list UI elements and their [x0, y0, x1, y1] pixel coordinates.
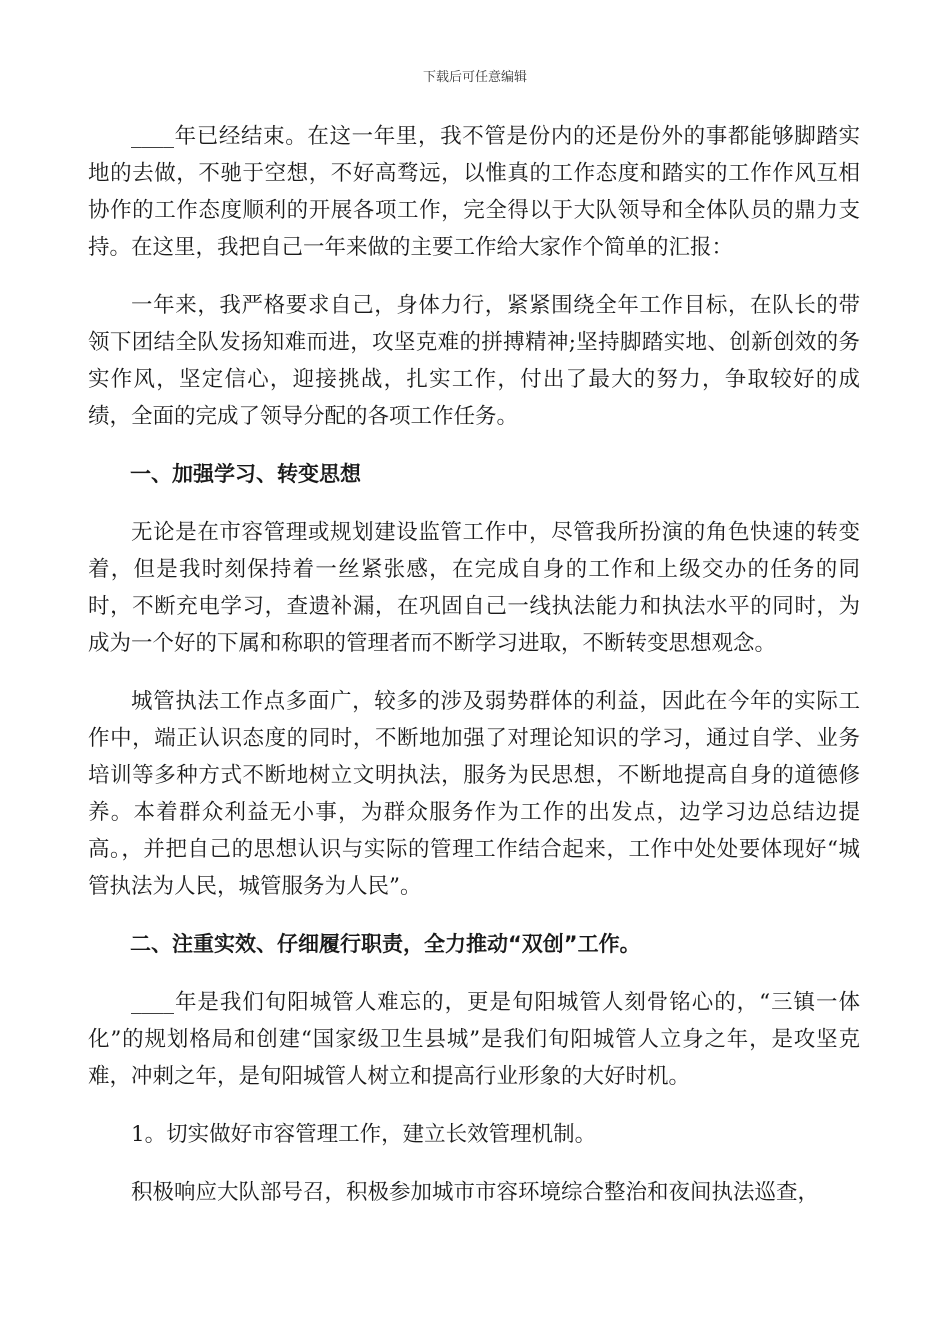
paragraph-response: 积极响应大队部号召，积极参加城市市容环境综合整治和夜间执法巡查， [131, 1180, 820, 1205]
paragraph-summary: 一年来，我严格要求自己，身体力行，紧紧围绕全年工作目标，在队长的带领下团结全队发扬知难而进，攻坚克难的拼搏精神;坚持脚踏实地、创新创效的务实作风，坚定信心，迎接挑战，扎实工作，付出了最大的努力，争取较好的成绩，全面的完成了领导分配的各项工作任务。 [88, 293, 860, 429]
paragraph-intro: ____年已经结束。在这一年里，我不管是份内的还是份外的事都能够脚踏实地的去做，不驰于空想，不好高骛远，以惟真的工作态度和踏实的工作作风互相协作的工作态度顺利的开展各项工作，完全得以于大队领导和全体队员的鼎力支持。在这里，我把自己一年来做的主要工作给大家作个简单的汇报： [88, 124, 860, 260]
document-body [88, 118, 860, 1232]
section-heading-1: 一、加强学习、转变思想 [130, 462, 361, 486]
paragraph-study: 无论是在市容管理或规划建设监管工作中，尽管我所扮演的角色快速的转变着，但是我时刻保持着一丝紧张感，在完成自身的工作和上级交办的任务的同时，不断充电学习，查遗补漏，在巩固自己一线执法能力和执法水平的同时，为成为一个好的下属和称职的管理者而不断学习进取，不断转变思想观念。 [88, 520, 860, 656]
page-header: 下载后可任意编辑 [422, 70, 527, 85]
subsection-heading-1: 1。切实做好市容管理工作，建立长效管理机制。 [131, 1122, 597, 1147]
paragraph-year: ____年是我们旬阳城管人难忘的，更是旬阳城管人刻骨铭心的，“三镇一体化”的规划格局和创建“国家级卫生县城”是我们旬阳城管人立身之年，是攻坚克难，冲刺之年，是旬阳城管人树立和提高行业形象的大好时机。 [88, 990, 860, 1089]
section-heading-2: 二、注重实效、仔细履行职责，全力推动“双创”工作。 [130, 932, 641, 956]
paragraph-enforcement: 城管执法工作点多面广，较多的涉及弱势群体的利益，因此在今年的实际工作中，端正认识态度的同时，不断地加强了对理论知识的学习，通过自学、业务培训等多种方式不断地树立文明执法，服务为民思想，不断地提高自身的道德修养。本着群众利益无小事，为群众服务作为工作的出发点，边学习边总结边提高。，并把自己的思想认识与实际的管理工作结合起来，工作中处处要体现好“城管执法为人民，城管服务为人民”。 [88, 689, 860, 899]
